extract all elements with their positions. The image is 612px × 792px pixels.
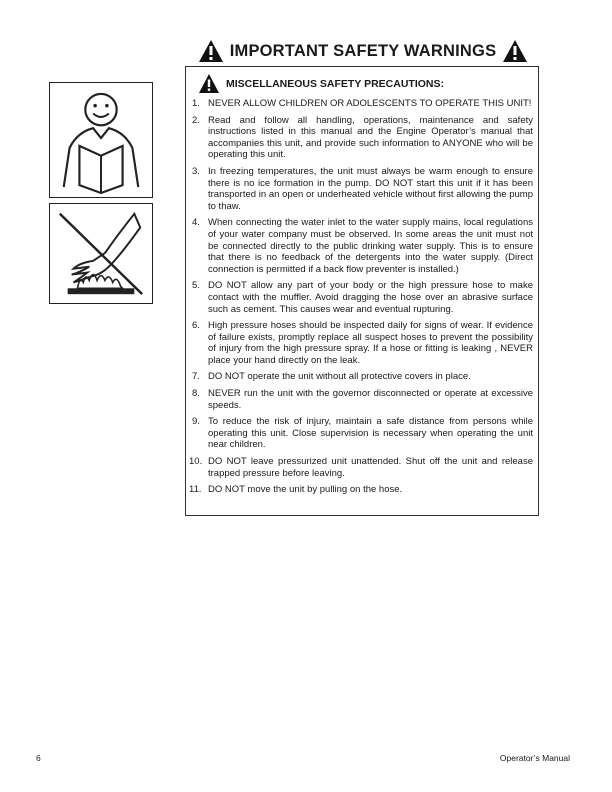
list-item: 3. In freezing temperatures, the unit must always be warm enough to ensure there is no ice formation in the pump. DO NOT start this unit if it has been transported in an open or underheated vehicle without first allowing the pump to thaw. bbox=[192, 165, 533, 212]
list-item: 2. Read and follow all handling, operations, maintenance and safety instructions listed in this manual and the Engine Operator’s manual that accompanies this unit, and provide such information to ANYONE who will be operating this unit. bbox=[192, 114, 533, 161]
list-item: 5. DO NOT allow any part of your body or the high pressure hose to make contact with the muffler. Avoid dragging the hose over an abrasive surface such as cement. This causes wear and eventual rupturing. bbox=[192, 280, 533, 315]
manual-title: Operator’s Manual bbox=[499, 753, 570, 763]
list-item: 9. To reduce the risk of injury, maintain a safe distance from persons while operating this unit. Close supervision is necessary when operating the unit near children. bbox=[192, 416, 533, 451]
list-item: 10. DO NOT leave pressurized unit unattended. Shut off the unit and release trapped pressure before leaving. bbox=[189, 456, 533, 479]
read-manual-pictogram-icon bbox=[50, 83, 152, 197]
page-title bbox=[186, 36, 540, 66]
list-item: 8. NEVER run the unit with the governor disconnected or operate at excessive speeds. bbox=[192, 388, 533, 411]
precautions-header bbox=[198, 73, 444, 94]
warning-triangle-icon bbox=[198, 39, 224, 63]
list-item: 7. DO NOT operate the unit without all protective covers in place. bbox=[192, 371, 471, 383]
precautions-list bbox=[189, 98, 533, 501]
list-item: 6. High pressure hoses should be inspected daily for signs of wear. If evidence of failure exists, promptly replace all suspect hoses to prevent the possibility of injury from the high pressure spray. If a hose or fitting is leaking , NEVER place your hand directly on the leak. bbox=[192, 320, 533, 366]
hot-surface-pictogram bbox=[49, 203, 153, 304]
page-number: 6 bbox=[36, 753, 41, 763]
warning-triangle-icon bbox=[502, 39, 528, 63]
warning-triangle-icon bbox=[198, 73, 220, 94]
safety-precautions-box bbox=[185, 66, 539, 516]
list-item: 11. DO NOT move the unit by pulling on the hose. bbox=[189, 484, 403, 496]
list-item: 4. When connecting the water inlet to the water supply mains, local regulations of your water company must be observed. In some areas the unit must not be connected directly to the public drinking water supply. This is to ensure that there is no feedback of the detergents into the water supply. (Direct connection is permitted if a back flow preventer is installed.) bbox=[192, 217, 533, 275]
read-manual-pictogram bbox=[49, 82, 153, 198]
precautions-header-text: MISCELLANEOUS SAFETY PRECAUTIONS: bbox=[226, 77, 444, 90]
no-touch-hot-surface-icon bbox=[50, 204, 152, 303]
list-item: 1. NEVER ALLOW CHILDREN OR ADOLESCENTS TO OPERATE THIS UNIT! bbox=[192, 98, 532, 109]
title-text: IMPORTANT SAFETY WARNINGS bbox=[229, 41, 497, 60]
